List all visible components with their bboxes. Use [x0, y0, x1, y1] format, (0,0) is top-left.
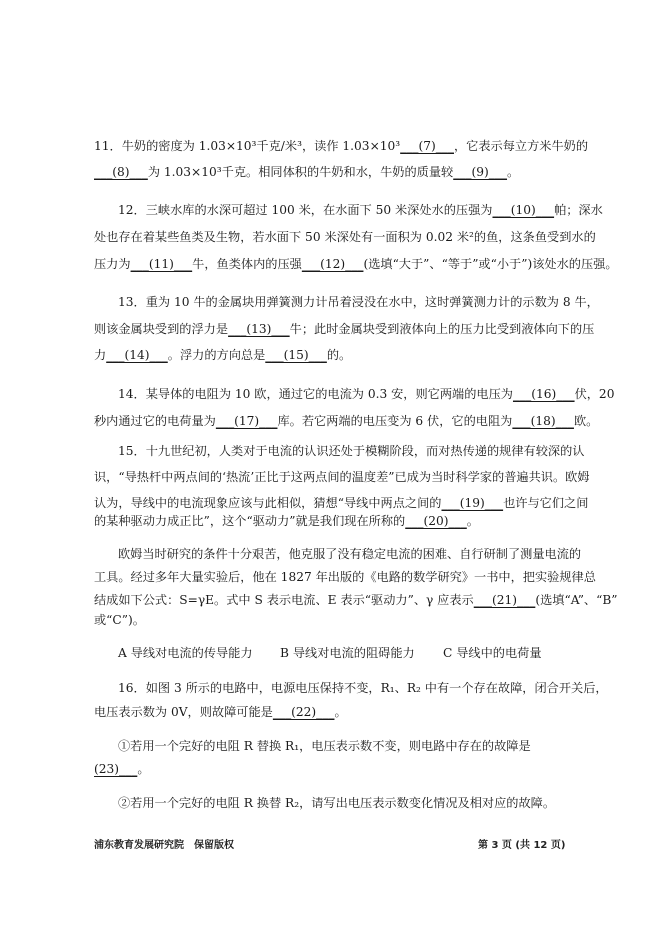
question-15-para2-line-2: 工具。经过多年大量实验后，他在 1827 年出版的《电路的数学研究》一书中，把实验规律总 [94, 570, 596, 584]
answer-blank-11[interactable]: ___(11)___ [130, 257, 193, 271]
question-14-line-2: 秒内通过它的电荷量为___(17)___库。若它两端的电压变为 6 伏，它的电阻为___(18)___欧。 [94, 414, 599, 428]
option-c[interactable]: C 导线中的电荷量 [443, 646, 542, 660]
question-16-sub2-line-1: ②若用一个完好的电阻 R 换替 R₂，请写出电压表示数变化情况及相对应的故障。 [118, 796, 556, 810]
question-16-sub1-line-2: (23)___。 [94, 762, 150, 776]
answer-blank-21[interactable]: ___(21)___ [473, 593, 536, 607]
question-16-line-2: 电压表示数为 0V，则故障可能是___(22)___。 [94, 705, 347, 719]
answer-blank-16[interactable]: ___(16)___ [512, 387, 575, 401]
answer-blank-14[interactable]: ___(14)___ [106, 348, 168, 362]
question-12-line-3: 压力为___(11)___牛，鱼类体内的压强___(12)___(选填“大于”、“等于”或“小于”)该处水的压强。 [94, 257, 618, 271]
answer-blank-8[interactable]: ___(8)___ [94, 165, 148, 179]
question-14-line-1: 14．某导体的电阻为 10 欧，通过它的电流为 0.3 安，则它两端的电压为___(16)___伏，20 [118, 387, 615, 401]
question-12-line-2: 处也存在着某些鱼类及生物，若水面下 50 米深处有一面积为 0.02 米²的鱼，这条鱼受到水的 [94, 230, 596, 244]
question-15-para2-line-3: 结成如下公式：S=γE。式中 S 表示电流、E 表示“驱动力”、γ 应表示___(21)___(选填“A”、“B” [94, 593, 618, 607]
question-16-sub1-line-1: ①若用一个完好的电阻 R 替换 R₁，电压表示数不变，则电路中存在的故障是 [118, 739, 531, 753]
answer-blank-17[interactable]: ___(17)___ [215, 414, 278, 428]
answer-blank-19[interactable]: ___(19)___ [441, 496, 504, 510]
question-16-line-1: 16．如图 3 所示的电路中，电源电压保持不变，R₁、R₂ 中有一个存在故障，闭合开关后， [118, 681, 608, 695]
answer-blank-18[interactable]: ___(18)___ [512, 414, 574, 428]
question-15-line-2: 识，“导热杆中两点间的‘热流’正比于这两点间的温度差”已成为当时科学家的普遍共识。欧姆 [94, 470, 590, 484]
answer-blank-12[interactable]: ___(12)___ [301, 257, 364, 271]
question-13-line-3: 力___(14)___。浮力的方向总是___(15)___的。 [94, 348, 352, 362]
question-12-line-1: 12．三峡水库的水深可超过 100 米，在水面下 50 米深处水的压强为___(10)___帕；深水 [118, 203, 603, 217]
answer-blank-13[interactable]: ___(13)___ [228, 322, 290, 336]
option-a[interactable]: A 导线对电流的传导能力 [118, 646, 253, 660]
question-15-line-3: 认为，导线中的电流现象应该与此相似，猜想“导线中两点之间的___(19)___也许与它们之间 [94, 496, 589, 510]
question-11-line-2: ___(8)___为 1.03×10³千克。相同体积的牛奶和水，牛奶的质量较___(9)___。 [94, 165, 520, 179]
answer-blank-22[interactable]: ___(22)___ [272, 705, 335, 719]
question-15-line-4: 的某种驱动力成正比”，这个“驱动力”就是我们现在所称的___(20)___。 [94, 514, 479, 528]
option-b[interactable]: B 导线对电流的阻碍能力 [280, 646, 415, 660]
footer-copyright: 浦东教育发展研究院 保留版权 [94, 840, 234, 851]
answer-blank-9[interactable]: ___(9)___ [453, 165, 508, 179]
question-15-para2-line-1: 欧姆当时研究的条件十分艰苦，他克服了没有稳定电流的困难、自行研制了测量电流的 [118, 547, 582, 561]
question-13-line-1: 13．重为 10 牛的金属块用弹簧测力计吊着浸没在水中，这时弹簧测力计的示数为 8 牛， [118, 295, 599, 309]
question-15-para2-line-4: 或“C”)。 [94, 613, 145, 627]
answer-blank-7[interactable]: ___(7)___ [400, 139, 454, 153]
answer-blank-10[interactable]: ___(10)___ [492, 203, 555, 217]
answer-blank-15[interactable]: ___(15)___ [265, 348, 327, 362]
question-15-line-1: 15．十九世纪初，人类对于电流的认识还处于模糊阶段，而对热传递的规律有较深的认 [118, 444, 585, 458]
question-11-line-1: 11．牛奶的密度为 1.03×10³千克/米³，读作 1.03×10³___(7)___，它表示每立方米牛奶的 [94, 139, 589, 153]
answer-blank-20[interactable]: ___(20)___ [405, 514, 467, 528]
answer-options [118, 645, 542, 661]
answer-blank-23[interactable]: (23)___ [94, 762, 138, 776]
question-13-line-2: 则该金属块受到的浮力是___(13)___牛；此时金属块受到液体向上的压力比受到液体向下的压 [94, 322, 595, 336]
footer-page-number: 第 3 页 (共 12 页) [478, 840, 566, 851]
